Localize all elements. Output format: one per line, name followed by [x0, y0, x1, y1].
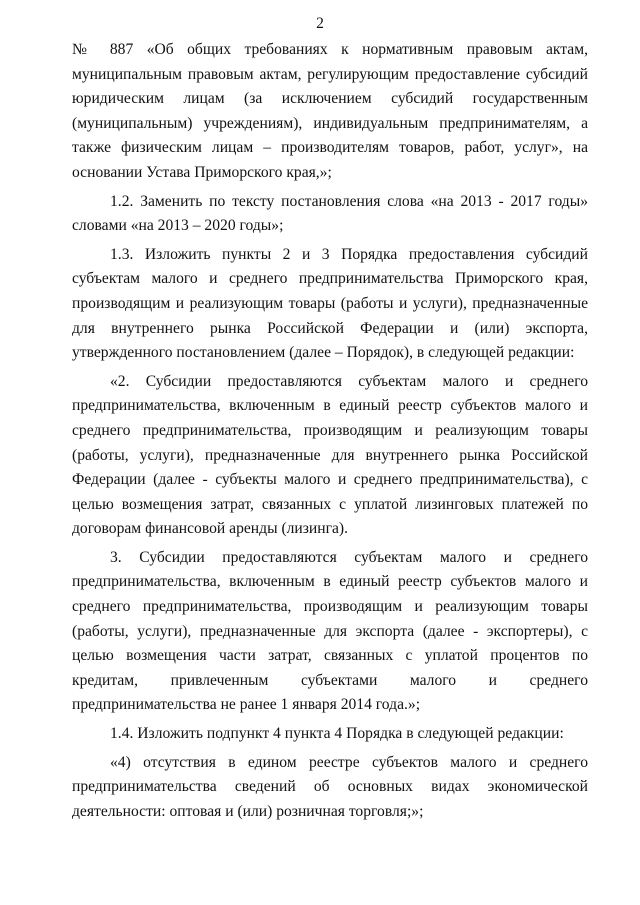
paragraph-quote-3: 3. Субсидии предоставляются субъектам малого и среднего предпринимательства, включенным в единый реестр субъектов малого и среднего предпринимательства, производящим и реализующим товары (работы, услуги), предназначенные для экспорта (далее - экспортеры), с целью возмещения части затрат, связанных с уплатой процентов по кредитам, привлеченным субъектами малого и среднего предпринимательства не ранее 1 января 2014 года.»;	[72, 548, 588, 714]
document-body	[72, 38, 588, 824]
page-number: 2	[316, 15, 324, 32]
paragraph-quote-2: «2. Субсидии предоставляются субъектам малого и среднего предпринимательства, включенным в единый реестр субъектов малого и среднего предпринимательства, производящим и реализующим товары (работы, услуги), предназначенные для внутреннего рынка Российской Федерации (далее - субъекты малого и среднего предпринимательства), с целью возмещения затрат, связанных с уплатой лизинговых платежей по договорам финансовой аренды (лизинга).	[72, 372, 588, 538]
paragraph-1-4: 1.4. Изложить подпункт 4 пункта 4 Порядка в следующей редакции:	[110, 725, 564, 743]
paragraph-quote-4: «4) отсутствия в едином реестре субъектов малого и среднего предпринимательства сведений об основных видах экономической деятельности: оптовая и (или) розничная торговля;»;	[72, 753, 588, 820]
paragraph-1-2: 1.2. Заменить по тексту постановления слова «на 2013 - 2017 годы» словами «на 2013 – 2020 годы»;	[72, 192, 588, 235]
paragraph-continuation: № 887 «Об общих требованиях к нормативным правовым актам, муниципальным правовым актам, регулирующим предоставление субсидий юридическим лицам (за исключением субсидий государственным (муниципальным) учреждениям), индивидуальным предпринимателям, а также физическим лицам – производителям товаров, работ, услуг», на основании Устава Приморского края,»;	[72, 41, 588, 181]
paragraph-1-3: 1.3. Изложить пункты 2 и 3 Порядка предоставления субсидий субъектам малого и среднего предпринимательства Приморского края, производящим и реализующим товары (работы и услуги), предназначенные для внутреннего рынка Российской Федерации и (или) экспорта, утвержденного постановлением (далее – Порядок), в следующей редакции:	[72, 245, 588, 362]
